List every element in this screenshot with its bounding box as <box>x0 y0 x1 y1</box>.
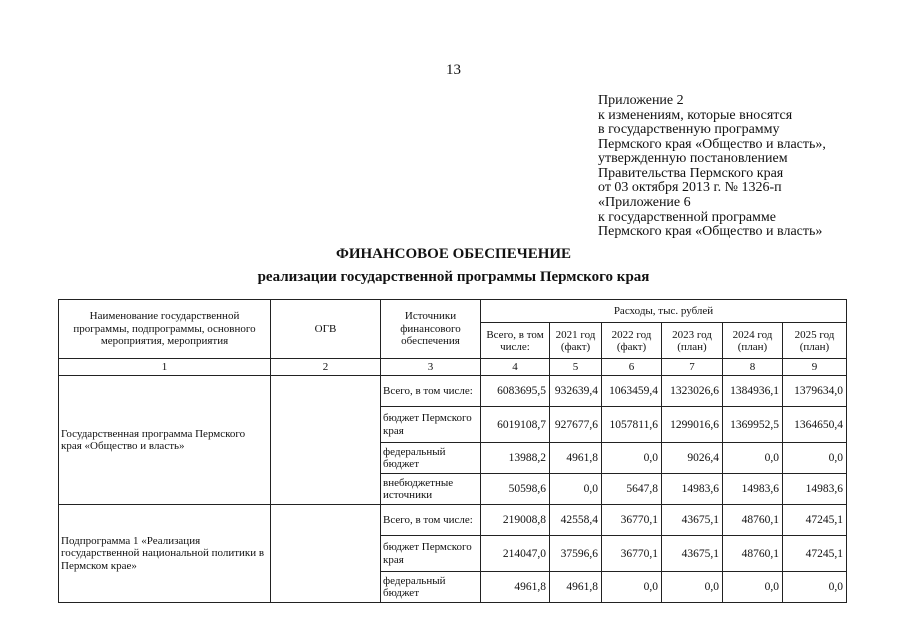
table-row <box>59 376 847 407</box>
value-cell: 0,0 <box>783 572 847 603</box>
value-cell: 9026,4 <box>662 443 723 474</box>
value-cell: 48760,1 <box>723 536 783 572</box>
value-cell: 43675,1 <box>662 536 723 572</box>
appendix-2-line: утвержденную постановлением <box>598 151 788 166</box>
value-cell: 14983,6 <box>723 474 783 505</box>
value-cell: 1057811,6 <box>602 407 662 443</box>
source-cell: федеральный бюджет <box>381 572 481 603</box>
source-cell: Всего, в том числе: <box>381 505 481 536</box>
column-index: 6 <box>602 359 662 376</box>
value-cell: 0,0 <box>550 474 602 505</box>
value-cell: 1063459,4 <box>602 376 662 407</box>
appendix-6-line: к государственной программе <box>598 209 776 225</box>
column-index: 3 <box>381 359 481 376</box>
value-cell: 0,0 <box>783 443 847 474</box>
appendix-2-line: к изменениям, которые вносятся <box>598 107 793 123</box>
column-index: 9 <box>783 359 847 376</box>
appendix-2-block <box>598 94 898 196</box>
column-index: 2 <box>271 359 381 376</box>
appendix-2-line: Приложение 2 <box>598 93 684 108</box>
header-name: Наименование государственной программы, подпрограммы, основного мероприятия, мероприятия <box>59 300 271 359</box>
page-number: 13 <box>446 62 461 78</box>
value-cell: 1299016,6 <box>662 407 723 443</box>
value-cell: 214047,0 <box>481 536 550 572</box>
source-cell: Всего, в том числе: <box>381 376 481 407</box>
appendix-6-block <box>598 196 898 240</box>
column-index: 1 <box>59 359 271 376</box>
value-cell: 37596,6 <box>550 536 602 572</box>
header-total: Всего, в том числе: <box>481 323 550 359</box>
document-subtitle: реализации государственной программы Пермского края <box>257 269 650 285</box>
value-cell: 43675,1 <box>662 505 723 536</box>
value-cell: 0,0 <box>602 443 662 474</box>
value-cell: 1323026,6 <box>662 376 723 407</box>
header-2021: 2021 год (факт) <box>550 323 602 359</box>
financing-table <box>58 299 847 603</box>
source-cell: бюджет Пермского края <box>381 536 481 572</box>
value-cell: 47245,1 <box>783 505 847 536</box>
header-2025: 2025 год (план) <box>783 323 847 359</box>
header-ogv: ОГВ <box>271 300 381 359</box>
value-cell: 48760,1 <box>723 505 783 536</box>
value-cell: 42558,4 <box>550 505 602 536</box>
program-name: Государственная программа Пермского края «Общество и власть» <box>59 376 271 505</box>
value-cell: 47245,1 <box>783 536 847 572</box>
column-index: 5 <box>550 359 602 376</box>
header-expenses: Расходы, тыс. рублей <box>481 300 847 323</box>
appendix-2-line: Правительства Пермского края <box>598 165 784 181</box>
value-cell: 0,0 <box>723 443 783 474</box>
appendix-2-line: Пермского края «Общество и власть», <box>598 136 826 152</box>
value-cell: 5647,8 <box>602 474 662 505</box>
value-cell: 932639,4 <box>550 376 602 407</box>
value-cell: 4961,8 <box>550 572 602 603</box>
value-cell: 219008,8 <box>481 505 550 536</box>
source-cell: бюджет Пермского края <box>381 407 481 443</box>
value-cell: 927677,6 <box>550 407 602 443</box>
value-cell: 6083695,5 <box>481 376 550 407</box>
value-cell: 0,0 <box>723 572 783 603</box>
header-sources: Источники финансового обеспечения <box>381 300 481 359</box>
header-2024: 2024 год (план) <box>723 323 783 359</box>
value-cell: 1384936,1 <box>723 376 783 407</box>
appendix-6-line: Пермского края «Общество и власть» <box>598 224 823 239</box>
source-cell: федеральный бюджет <box>381 443 481 474</box>
value-cell: 14983,6 <box>662 474 723 505</box>
appendix-2-line: от 03 октября 2013 г. № 1326-п <box>598 180 782 195</box>
value-cell: 4961,8 <box>481 572 550 603</box>
value-cell: 36770,1 <box>602 505 662 536</box>
column-index: 7 <box>662 359 723 376</box>
value-cell: 4961,8 <box>550 443 602 474</box>
subprogram-ogv <box>271 505 381 603</box>
column-index: 4 <box>481 359 550 376</box>
value-cell: 1369952,5 <box>723 407 783 443</box>
value-cell: 6019108,7 <box>481 407 550 443</box>
value-cell: 0,0 <box>602 572 662 603</box>
document-title: ФИНАНСОВОЕ ОБЕСПЕЧЕНИЕ <box>335 246 572 262</box>
appendix-6-line: «Приложение 6 <box>598 195 691 210</box>
table-row <box>59 505 847 536</box>
source-cell: внебюджетные источники <box>381 474 481 505</box>
value-cell: 1379634,0 <box>783 376 847 407</box>
header-2022: 2022 год (факт) <box>602 323 662 359</box>
value-cell: 0,0 <box>662 572 723 603</box>
value-cell: 1364650,4 <box>783 407 847 443</box>
value-cell: 14983,6 <box>783 474 847 505</box>
column-index: 8 <box>723 359 783 376</box>
value-cell: 50598,6 <box>481 474 550 505</box>
program-ogv <box>271 376 381 505</box>
value-cell: 13988,2 <box>481 443 550 474</box>
header-2023: 2023 год (план) <box>662 323 723 359</box>
subprogram-name: Подпрограмма 1 «Реализация государственной национальной политики в Пермском крае» <box>59 505 271 603</box>
value-cell: 36770,1 <box>602 536 662 572</box>
appendix-2-line: в государственную программу <box>598 122 780 137</box>
